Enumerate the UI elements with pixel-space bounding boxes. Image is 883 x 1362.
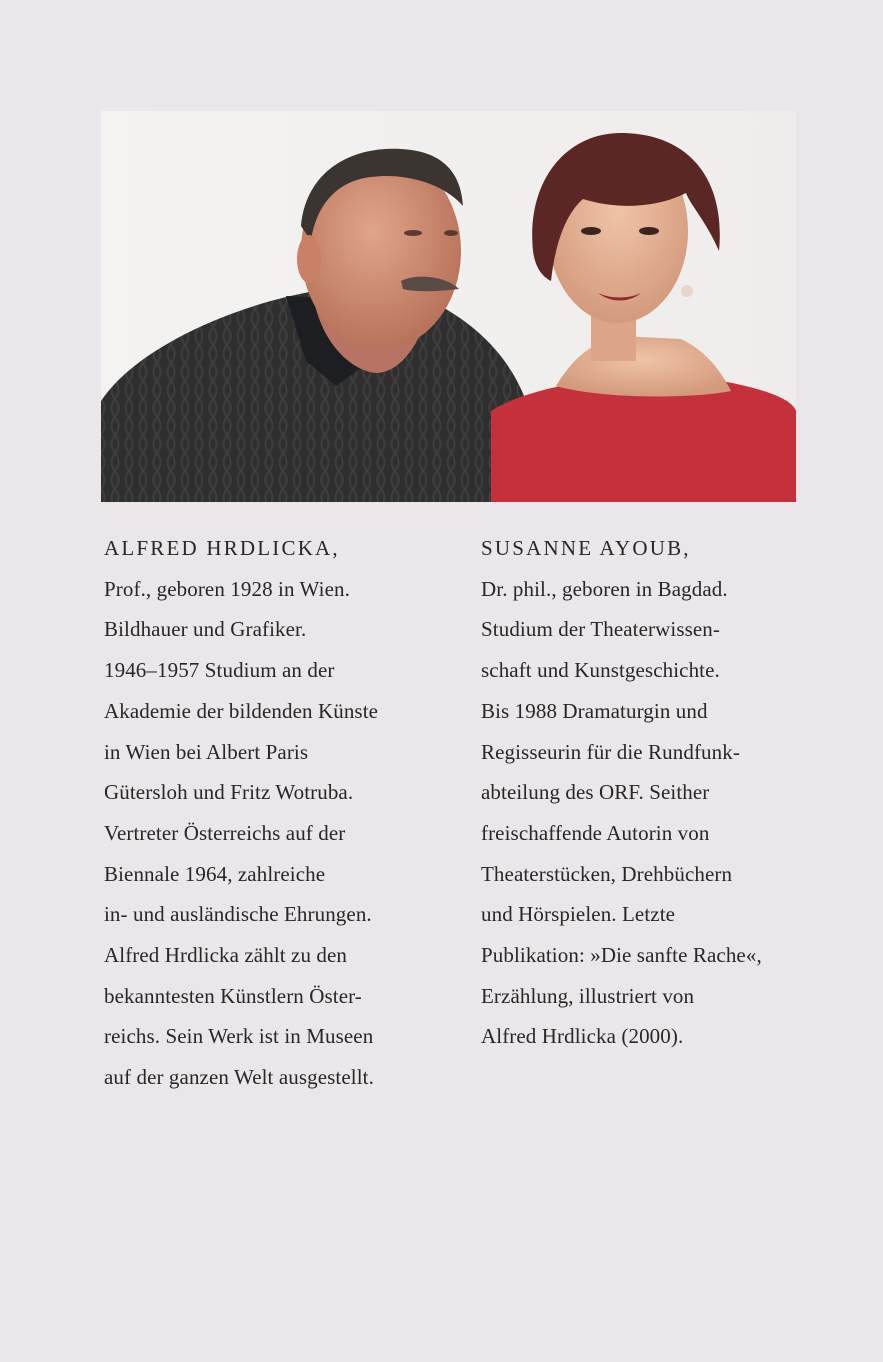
bio-line: Biennale 1964, zahlreiche: [104, 861, 326, 886]
bio-line: Akademie der bildenden Künste: [104, 698, 379, 723]
bio-line: Theaterstücken, Drehbüchern: [481, 861, 733, 886]
bio-line: Regisseurin für die Rundfunk-: [481, 739, 740, 764]
bio-line: Gütersloh und Fritz Wotruba.: [104, 780, 354, 805]
bio-line: und Hörspielen. Letzte: [481, 902, 676, 927]
portrait-illustration: [101, 111, 796, 502]
bio-line: in Wien bei Albert Paris: [104, 739, 309, 764]
author-name: SUSANNE AYOUB,: [481, 536, 691, 560]
bio-line: Alfred Hrdlicka zählt zu den: [104, 943, 348, 968]
bio-line: Erzählung, illustriert von: [481, 983, 695, 1008]
bio-line: schaft und Kunstgeschichte.: [481, 658, 720, 683]
author-portrait-photo: [101, 111, 796, 502]
bio-line: Bildhauer und Grafiker.: [104, 617, 307, 642]
bio-line: freischaffende Autorin von: [481, 820, 710, 845]
bio-line: Dr. phil., geboren in Bagdad.: [481, 576, 728, 601]
bio-line: Bis 1988 Dramaturgin und: [481, 698, 708, 723]
bio-line: Prof., geboren 1928 in Wien.: [104, 576, 350, 601]
bio-line: Vertreter Österreichs auf der: [104, 820, 346, 845]
bio-line: 1946–1957 Studium an der: [104, 658, 335, 683]
bio-line: abteilung des ORF. Seither: [481, 780, 710, 805]
alfred-hrdlicka-bio: [104, 528, 464, 1098]
susanne-ayoub-bio: [481, 528, 861, 1057]
bio-line: reichs. Sein Werk ist in Museen: [104, 1024, 374, 1049]
bio-line: auf der ganzen Welt ausgestellt.: [104, 1065, 374, 1090]
bio-line: Alfred Hrdlicka (2000).: [481, 1024, 684, 1049]
bio-line: Publikation: »Die sanfte Rache«,: [481, 943, 762, 968]
author-name: ALFRED HRDLICKA,: [104, 536, 340, 560]
bio-line: bekanntesten Künstlern Öster-: [104, 983, 362, 1008]
bio-line: Studium der Theaterwissen-: [481, 617, 720, 642]
bio-line: in- und ausländische Ehrungen.: [104, 902, 372, 927]
